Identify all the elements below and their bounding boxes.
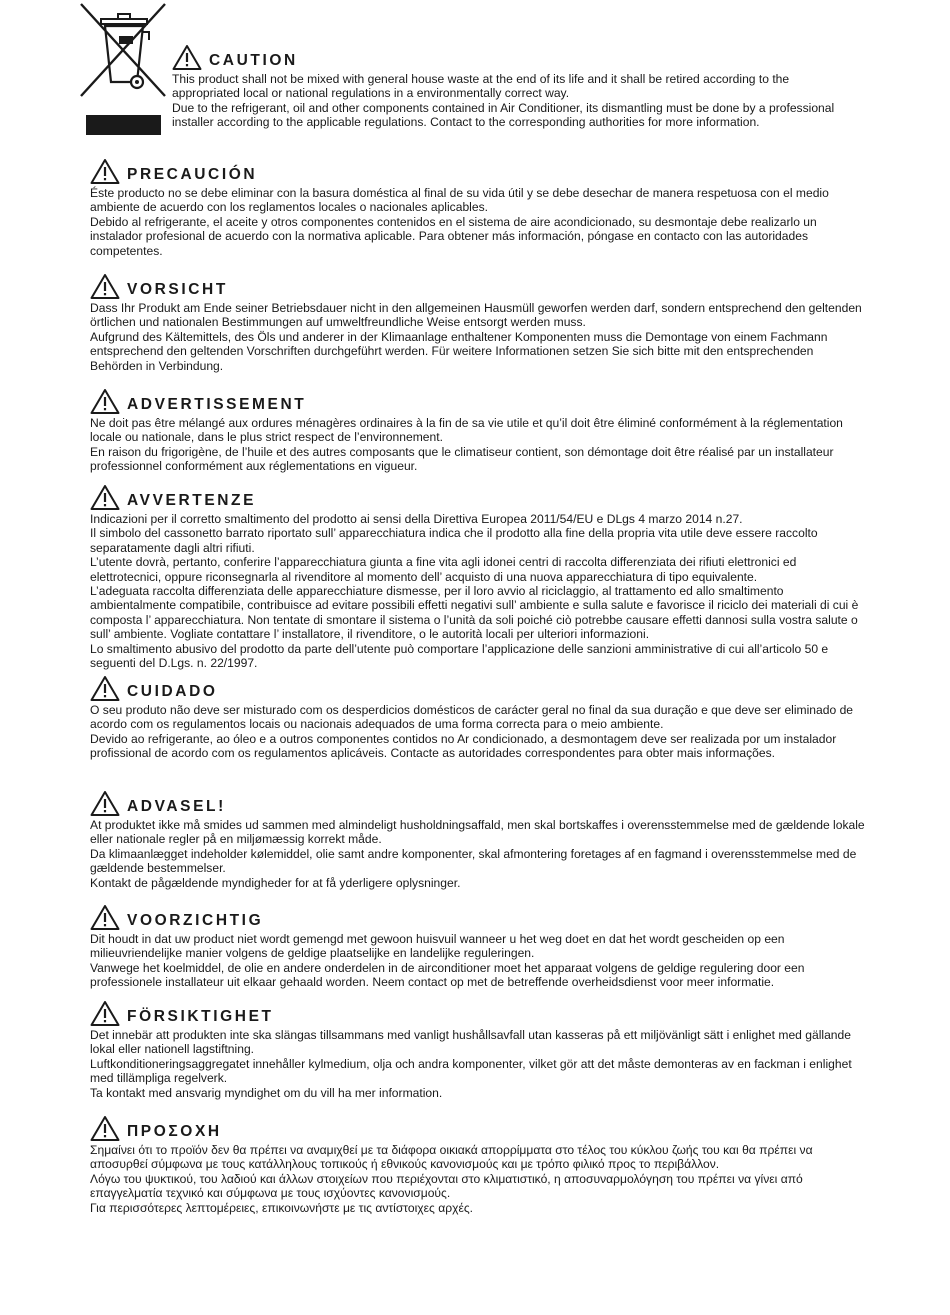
paragraph: Luftkonditioneringsaggregatet innehåller kylmedium, olja och andra komponenter, vilket gör att det måste demonteras av en fackman i enlighet med tillämpliga regelverk. (90, 1056, 852, 1086)
paragraph: At produktet ikke må smides ud sammen med almindeligt husholdningsaffald, men skal bortskaffes i overensstemmelse med de gældende lokale eller nationale regler på en miljømæssig korrekt måde. (90, 818, 865, 847)
paragraph: This product shall not be mixed with general house waste at the end of its life and it shall be retired according to the appropriated local or national regulations in a environmentally correct way. (172, 72, 790, 101)
section-advertissement (90, 386, 865, 474)
warning-triangle-icon (90, 904, 120, 931)
section-heading (90, 998, 865, 1028)
section-cuidado (90, 673, 865, 761)
weee-black-bar (86, 115, 161, 135)
section-title: CAUTION (209, 52, 298, 69)
paragraph: Da klimaanlægget indeholder kølemiddel, olie samt andre komponenter, skal afmontering foretages af en fagmand i overensstemmelse med de gældende bestemmelser. (90, 846, 857, 876)
section-title: PRECAUCIÓN (127, 166, 258, 183)
section-body (90, 186, 865, 258)
paragraph: Ta kontakt med ansvarig myndighet om du vill ha mer information. (90, 1085, 443, 1100)
paragraph: Kontakt de pågældende myndigheder for at få yderligere oplysninger. (90, 875, 461, 890)
paragraph: L’adeguata raccolta differenziata delle apparecchiature dismesse, per il loro avvio al riciclaggio, al trattamento ed allo smaltimento ambientalmente compatibile, contribuisce ad evitare possibili effetti negativi sull’ ambiente e sulla salute e favorisce il riciclo dei materiali di cui è composta l’ apparecchiatura. Non tentate di smontare il sistema o l’unità da soli poiché ciò potrebbe causare effetti dannosi sulla vostra salute o sull’ ambiente. Vogliate contattare l’ installatore, il rivenditore, o le autorità locali per ulteriori informazioni. (90, 584, 859, 642)
section-body (172, 72, 852, 130)
paragraph: Debido al refrigerante, el aceite y otros componentes contenidos en el sistema de aire acondicionado, su desmontaje debe realizarlo un instalador profesional de acuerdo con la normativa aplicable. Para obtener más información, póngase en contacto con las autoridades competentes. (90, 214, 817, 258)
paragraph: Dass Ihr Produkt am Ende seiner Betriebsdauer nicht in den allgemeinen Hausmüll geworfen werden darf, sondern entsprechend den geltenden örtlichen und nationalen Bestimmungen auf umweltfreundliche Weise entsorgt werden muss. (90, 301, 862, 330)
paragraph: Ne doit pas être mélangé aux ordures ménagères ordinaires à la fin de sa vie utile et qu’il doit être éliminé conformément à la réglementation locale ou nationale, dans le plus strict respect de l’environnement. (90, 416, 843, 445)
section-forsiktighet (90, 998, 865, 1100)
section-voorzichtig (90, 902, 865, 990)
section-title: AVVERTENZE (127, 492, 257, 509)
paragraph: Για περισσότερες λεπτομέρειες, επικοινωνήστε με τις αντίστοιχες αρχές. (90, 1200, 474, 1215)
warning-triangle-icon (90, 273, 120, 300)
section-caution (172, 42, 852, 130)
section-title: CUIDADO (127, 683, 218, 700)
paragraph: L’utente dovrà, pertanto, conferire l’apparecchiatura giunta a fine vita agli idonei centri di raccolta differenziata dei rifiuti elettronici ed elettrotecnici, oppure riconsegnarla al rivenditore al momento dell’ acquisto di una nuova apparecchiatura di tipo equivalente. (90, 555, 797, 584)
section-body (90, 301, 865, 373)
paragraph: Il simbolo del cassonetto barrato riportato sull’ apparecchiatura indica che il prodotto alla fine della propria vita utile deve essere raccolto separatamente dagli altri rifiuti. (90, 526, 818, 555)
paragraph: Indicazioni per il corretto smaltimento del prodotto ai sensi della Direttiva Europea 2011/54/EU e DLgs 4 marzo 2014 n.27. (90, 512, 743, 526)
section-body (90, 932, 865, 990)
section-title: ADVASEL! (127, 798, 226, 815)
section-body (90, 818, 865, 890)
section-body (90, 512, 865, 670)
section-heading (90, 156, 865, 186)
section-body (90, 1143, 865, 1215)
section-title: VOORZICHTIG (127, 912, 264, 929)
warning-triangle-icon (90, 1115, 120, 1142)
section-body (90, 416, 865, 474)
weee-crossed-bin-symbol (77, 2, 169, 134)
section-body (90, 1028, 865, 1100)
section-body (90, 703, 865, 761)
section-avvertenze (90, 482, 865, 670)
paragraph: Vanwege het koelmiddel, de olie en andere onderdelen in de airconditioner moet het apparaat volgens de geldige regulering door een professionele installateur uit elkaar gehaald worden. Neem contact op met de betreffende overheidsdienst voor meer informatie. (90, 960, 805, 990)
paragraph: Éste producto no se debe eliminar con la basura doméstica al final de su vida útil y se debe desechar de manera respetuosa con el medio ambiente de acuerdo con los reglamentos locales o nacionales aplicables. (90, 186, 829, 215)
warning-triangle-icon (90, 484, 120, 511)
section-heading (90, 673, 865, 703)
paragraph: Σημαίνει ότι το προϊόν δεν θα πρέπει να αναμιχθεί με τα διάφορα οικιακά απορρίμματα στο τέλος του κύκλου ζωής του και θα πρέπει να αποσυρθεί σύμφωνα με τους κατάλληλους τοπικούς ή εθνικούς κανονισμούς και με τρόπο φιλικό προς το περιβάλλον. (90, 1143, 813, 1172)
section-title: VORSICHT (127, 281, 228, 298)
section-heading (90, 788, 865, 818)
section-vorsicht (90, 271, 865, 373)
paragraph: En raison du frigorigène, de l’huile et des autres composants que le climatiseur contient, son démontage doit être réalisé par un installateur professionnel conformément aux réglementations en vigueur. (90, 444, 834, 474)
section-heading (172, 42, 852, 72)
section-heading (90, 902, 865, 932)
warning-triangle-icon (90, 1000, 120, 1027)
paragraph: Devido ao refrigerante, ao óleo e a outros componentes contidos no Ar condicionado, a desmontagem deve ser realizada por um instalador profissional de acordo com os regulamentos aplicáveis. Contacte as autoridades correspondentes para obter mais informações. (90, 731, 837, 761)
paragraph: O seu produto não deve ser misturado com os desperdicios domésticos de carácter geral no final da sua duração e que deve ser eliminado de acordo com os regulamentos locais ou nacionais adequados de uma forma correcta para o meio ambiente. (90, 703, 854, 732)
warning-triangle-icon (90, 790, 120, 817)
section-precaucion (90, 156, 865, 258)
section-prosochi (90, 1113, 865, 1215)
warning-triangle-icon (90, 675, 120, 702)
paragraph: Aufgrund des Kältemittels, des Öls und anderer in der Klimaanlage enthaltener Komponenten muss die Demontage von einem Fachmann entsprechend den geltenden Vorschriften durchgeführt werden. Für weitere Informationen setzen Sie sich bitte mit den entsprechenden Behörden in Verbindung. (90, 329, 828, 373)
section-title: FÖRSIKTIGHET (127, 1008, 274, 1025)
warning-triangle-icon (90, 158, 120, 185)
section-heading (90, 482, 865, 512)
paragraph: Det innebär att produkten inte ska slängas tillsammans med vanligt hushållsavfall utan kasseras på ett miljövänligt sätt i enlighet med gällande lokal eller nationell lagstiftning. (90, 1028, 851, 1057)
paragraph: Lo smaltimento abusivo del prodotto da parte dell’utente può comportare l’applicazione delle sanzioni amministrative di cui all’articolo 50 e seguenti del D.Lgs. n. 22/1997. (90, 641, 829, 671)
section-title: ADVERTISSEMENT (127, 396, 307, 413)
warning-triangle-icon (172, 44, 202, 71)
section-heading (90, 386, 865, 416)
section-heading (90, 271, 865, 301)
section-title: ΠΡΟΣΟΧΗ (127, 1123, 222, 1140)
paragraph: Λόγω του ψυκτικού, του λαδιού και άλλων στοιχείων που περιέχονται στο κλιματιστικό, η αποσυναρμολόγηση του πρέπει να γίνει από επαγγελματία τεχνικό και σύμφωνα με τους ισχύοντες κανονισμούς. (90, 1171, 803, 1201)
paragraph: Dit houdt in dat uw product niet wordt gemengd met gewoon huisvuil wanneer u het weg doet en dat het wordt gescheiden op een milieuvriendelijke manier volgens de geldige plaatselijke en landelijke reguleringen. (90, 932, 785, 961)
crossed-bin-icon (77, 2, 169, 98)
section-heading (90, 1113, 865, 1143)
paragraph: Due to the refrigerant, oil and other components contained in Air Conditioner, its dismantling must be done by a professional installer according to the applicable regulations. Contact to the corresponding authorities for more information. (172, 100, 835, 130)
section-advasel (90, 788, 865, 890)
warning-triangle-icon (90, 388, 120, 415)
